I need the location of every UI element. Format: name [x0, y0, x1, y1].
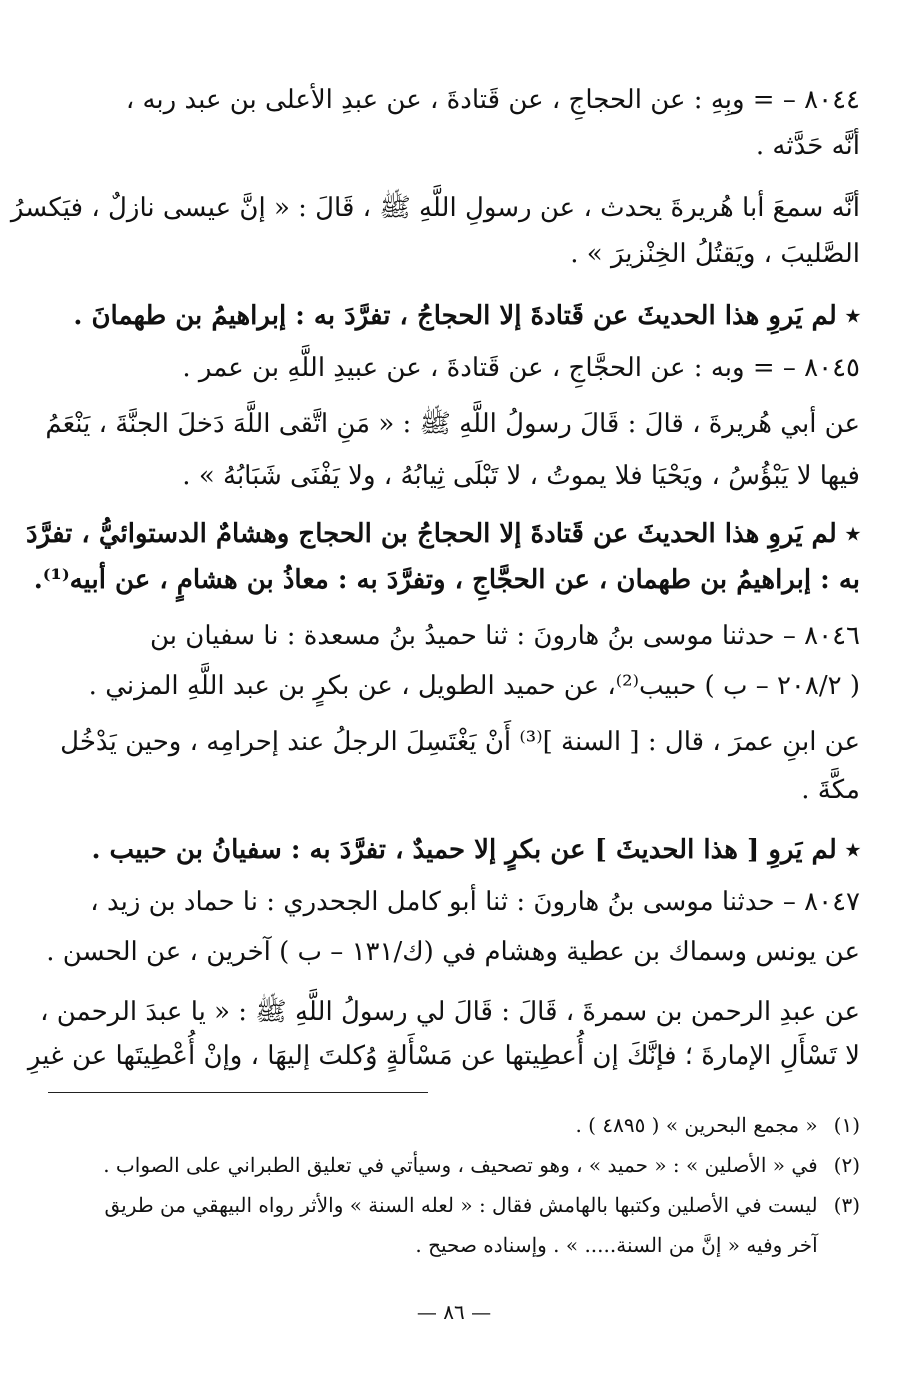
footnote-3	[48, 1188, 860, 1222]
text-line: ( ٢٠٨/٢ – ب ) حبيب⁽²⁾، عن حميد الطويل ، عن بكرٍ بن عبد اللَّهِ المزني .	[88, 671, 860, 701]
text-line-hadith-8046: ٨٠٤٦ – حدثنا موسى بنُ هارونَ : ثنا حميدُ بنُ مسعدة : نا سفيان بن	[149, 621, 860, 651]
text-line: لا تَسْأَلِ الإمارةَ ؛ فإنَّكَ إن أُعطِيتها عن مَسْأَلةٍ وُكلتَ إليهَا ، وإنْ أُعْطِيتَها عن غيرِ	[27, 1041, 860, 1071]
commentary-line: ٭ لم يَروِ [ هذا الحديثَ ] عن بكرٍ إلا حميدٌ ، تفرَّدَ به : سفيانُ بن حبيب .	[91, 835, 860, 865]
footnote-number: (١)	[833, 1113, 860, 1137]
text-line-hadith-8045: ٨٠٤٥ – = وبه : عن الحجَّاجِ ، عن قَتادةَ ، عن عبيدِ اللَّهِ بن عمر .	[182, 353, 860, 383]
text-line: أنَّه سمعَ أبا هُريرةَ يحدث ، عن رسولِ اللَّهِ ﷺ ، قَالَ : « إنَّ عيسى نازلٌ ، فيَكسرُ	[10, 193, 860, 223]
footnote-text: آخر وفيه « إنَّ من السنة..... » . وإسناده صحيح .	[415, 1233, 818, 1257]
footnote-3-continued	[48, 1228, 860, 1262]
text-line: عن أبي هُريرةَ ، قالَ : قَالَ رسولُ اللَّهِ ﷺ : « مَنِ اتَّقى اللَّهَ دَخلَ الجنَّةَ ، يَنْعَمُ	[45, 409, 860, 439]
text-line: أنَّه حَدَّثه .	[755, 131, 860, 161]
text-line: فيها لا يَبْؤُسُ ، ويَحْيَا فلا يموتُ ، لا تَبْلَى ثِيابُهُ ، ولا يَفْنَى شَبَابُهُ » .	[182, 461, 860, 491]
commentary-line: به : إبراهيمُ بن طهمان ، عن الحجَّاجِ ، وتفرَّدَ به : معاذُ بن هشامٍ ، عن أبيه⁽¹⁾.	[33, 565, 860, 595]
footnote-divider	[48, 1092, 428, 1093]
text-line: عن عبدِ الرحمن بن سمرةَ ، قَالَ : قَالَ لي رسولُ اللَّهِ ﷺ : « يا عبدَ الرحمن ،	[40, 997, 860, 1027]
text-line: عن ابنِ عمرَ ، قال : [ السنة ]⁽³⁾ أَنْ يَغْتَسِلَ الرجلُ عند إحرامِه ، وحين يَدْخُل	[60, 727, 860, 757]
text-line-hadith-8044: ٨٠٤٤ – = وبِهِ : عن الحجاجِ ، عن قَتادةَ ، عن عبدِ الأعلى بن عبد ربه ،	[125, 85, 860, 115]
text-line: الصَّليبَ ، ويَقتُلُ الخِنْزيرَ » .	[570, 239, 860, 269]
footnote-text: في « الأصلين » : « حميد » ، وهو تصحيف ، وسيأتي في تعليق الطبراني على الصواب .	[103, 1153, 818, 1177]
footnote-number: (٣)	[833, 1193, 860, 1217]
text-line: مكَّةَ .	[801, 775, 860, 805]
footnote-text: « مجمع البحرين » ( ٤٨٩٥ ) .	[575, 1113, 818, 1137]
commentary-line: ٭ لم يَروِ هذا الحديثَ عن قَتادةَ إلا الحجاجُ بن الحجاج وهشامٌ الدستوائيُّ ، تفرَّدَ	[26, 519, 860, 549]
footnote-number: (٢)	[833, 1153, 860, 1177]
page-number: — ٨٦ —	[416, 1300, 492, 1324]
footnote-text: ليست في الأصلين وكتبها بالهامش فقال : « لعله السنة » والأثر رواه البيهقي من طريق	[104, 1193, 818, 1217]
footnote-2	[48, 1148, 860, 1182]
footnote-1	[48, 1108, 860, 1142]
text-line-hadith-8047: ٨٠٤٧ – حدثنا موسى بنُ هارونَ : ثنا أبو كامل الجحدري : نا حماد بن زيد ،	[90, 887, 860, 917]
commentary-line: ٭ لم يَروِ هذا الحديثَ عن قَتادةَ إلا الحجاجُ ، تفرَّدَ به : إبراهيمُ بن طهمانَ .	[73, 301, 860, 331]
text-line: عن يونس وسماك بن عطية وهشام في (ك/١٣١ – ب ) آخرين ، عن الحسن .	[46, 937, 860, 967]
